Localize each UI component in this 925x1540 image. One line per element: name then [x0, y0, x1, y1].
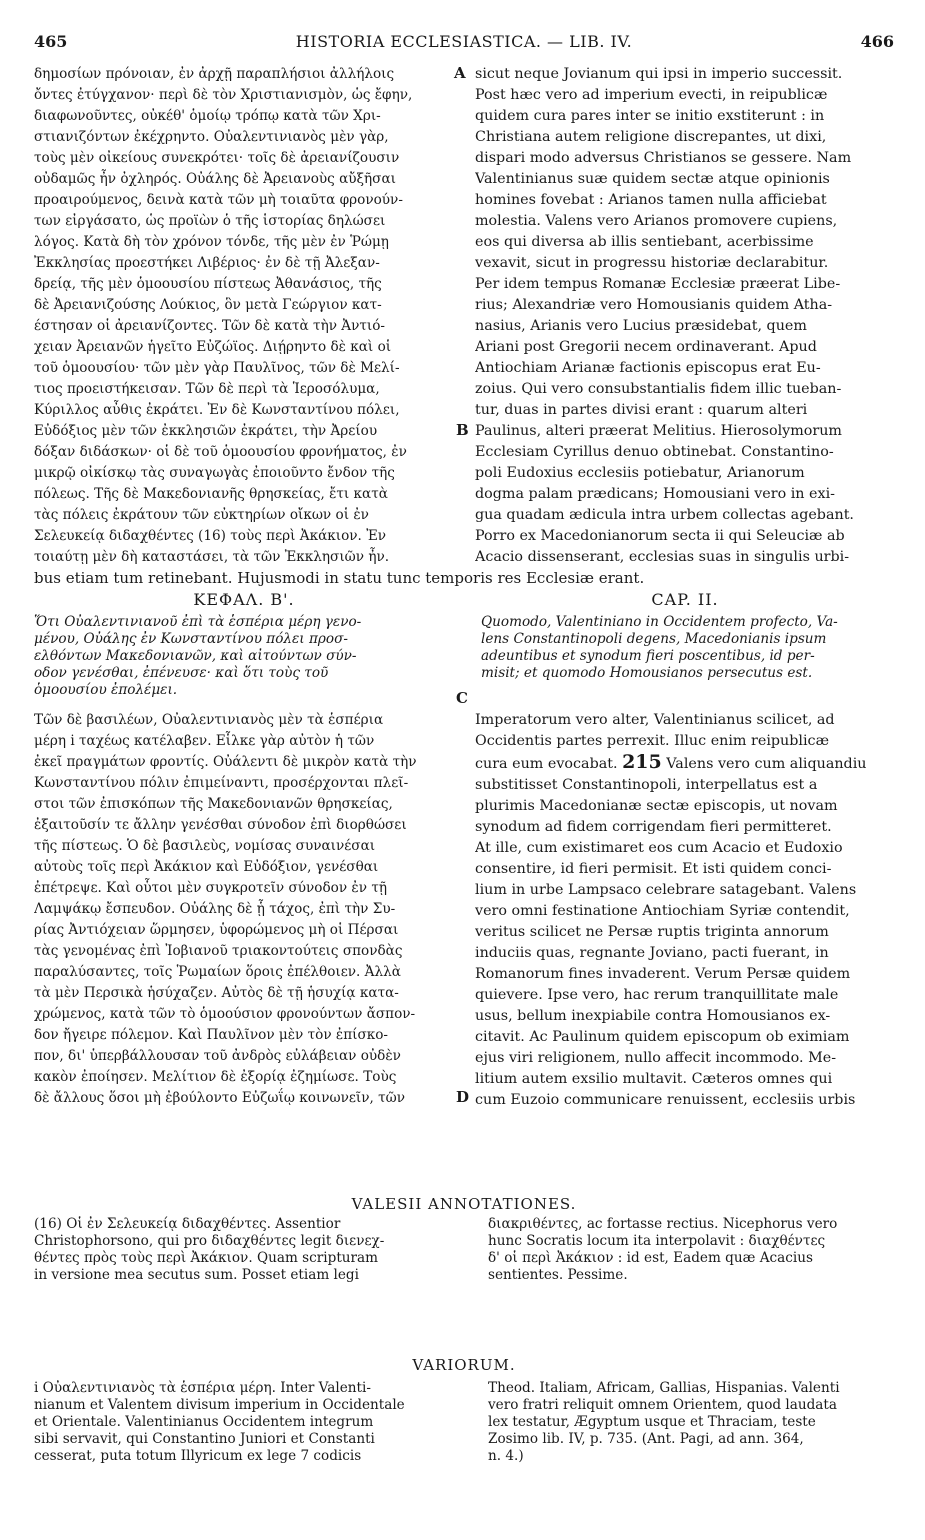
greek-column-top — [34, 64, 456, 568]
note-line: Theod. Italiam, Africam, Gallias, Hispanias. Valenti — [488, 1380, 840, 1396]
latin-line: induciis quas, regnante Joviano, pacti fuerant, in — [475, 945, 829, 961]
greek-line: αὐτοὺς τοῖς περὶ Ἀκάκιον καὶ Εὐδόξιον, γενέσθαι — [34, 859, 379, 875]
note-line: in versione mea secutus sum. Posset etiam legi — [34, 1267, 359, 1283]
latin-line: Christiana autem religione discrepantes, ut dixi, — [475, 129, 827, 145]
greek-line: Σελευκείᾳ διδαχθέντες (16) τοὺς περὶ Ἀκάκιον. Ἐν — [34, 528, 387, 544]
latin-line: Imperatorum vero alter, Valentinianus scilicet, ad — [475, 712, 835, 728]
latin-summary-line: lens Constantinopoli degens, Macedonianis ipsum — [481, 631, 827, 647]
running-header — [34, 32, 894, 58]
latin-line: Post hæc vero ad imperium evecti, in reipublicæ — [475, 87, 828, 103]
greek-line: Λαμψάκῳ ἔσπευδον. Οὐάλης δὲ ᾗ τάχος, ἐπὶ τὴν Συ- — [34, 901, 396, 917]
latin-line: sicut neque Jovianum qui ipsi in imperio successit. — [475, 66, 843, 82]
greek-summary-line: Ὅτι Οὐαλεντινιανοῦ ἐπὶ τὰ ἑσπέρια μέρη γενο- — [34, 614, 362, 630]
latin-line: Ariani post Gregorii necem ordinaverant. Apud — [475, 339, 817, 355]
latin-line: consentire, id fieri permisit. Et isti quidem conci- — [475, 861, 832, 877]
greek-chapter-title: ΚΕΦΑΛ. Β'. — [193, 590, 295, 609]
latin-line: Ecclesiam Cyrillus denuo obtinebat. Constantino- — [475, 444, 834, 460]
margin-mark-d: D — [456, 1088, 470, 1106]
greek-summary-line: οδον γενέσθαι, ἐπένευσε· καὶ ὅτι τοὺς τοῦ — [34, 665, 329, 681]
latin-line: veritus scilicet ne Persæ ruptis triginta annorum — [475, 924, 829, 940]
latin-line: molestia. Valens vero Arianos promovere cupiens, — [475, 213, 838, 229]
latin-column-top — [475, 64, 895, 568]
greek-line: δον ἤγειρε πόλεμον. Καὶ Παυλῖνον μὲν τὸν ἐπίσκο- — [34, 1027, 389, 1043]
variorum-heading: VARIORUM. — [412, 1356, 516, 1374]
latin-line: Antiochiam Arianæ factionis episcopus erat Eu- — [475, 360, 821, 376]
greek-line: ἐκεῖ πραγμάτων φροντίς. Οὐάλεντι δὲ μικρὸν κατὰ τὴν — [34, 754, 417, 770]
latin-line: Porro ex Macedonianorum secta ii qui Seleuciæ ab — [475, 528, 845, 544]
latin-line: citavit. Ac Paulinum quidem episcopum ob eximiam — [475, 1029, 850, 1045]
note-line: et Orientale. Valentinianus Occidentem integrum — [34, 1414, 374, 1430]
latin-line: plurimis Macedonianæ sectæ episcopis, ut novam — [475, 798, 838, 814]
latin-column-bottom — [475, 710, 895, 1111]
greek-line: Κύριλλος αὖθις ἐκράτει. Ἐν δὲ Κωνσταντίνου πόλει, — [34, 402, 400, 418]
latin-line: Acacio dissenserant, ecclesias suas in singulis urbi- — [475, 549, 850, 565]
latin-chapter-title: CAP. II. — [651, 590, 719, 609]
greek-line: των εἰργάσατο, ὡς προϊὼν ὁ τῆς ἱστορίας δηλώσει — [34, 213, 386, 229]
latin-line: litium autem exsilio multavit. Cæteros omnes qui — [475, 1071, 833, 1087]
latin-line: homines fovebat : Arianos tamen nulla afficiebat — [475, 192, 827, 208]
greek-line: δὲ ἄλλους ὅσοι μὴ ἐβούλοντο Εὐζωΐῳ κοινωνεῖν, τῶν — [34, 1090, 406, 1106]
note-line: sentientes. Pessime. — [488, 1267, 628, 1283]
greek-line: πον, δι' ὑπερβάλλουσαν τοῦ ἀνδρὸς εὐλάβειαν οὐδὲν — [34, 1048, 401, 1064]
greek-line: στοι τῶν ἐπισκόπων τῆς Μακεδονιανῶν θρησκείας, — [34, 796, 393, 812]
greek-line: τοὺς μὲν οἰκείους συνεκρότει· τοῖς δὲ ἀρειανίζουσιν — [34, 150, 400, 166]
greek-line: στιανιζόντων ἐκέχρηντο. Οὐαλεντινιανὸς μὲν γὰρ, — [34, 129, 389, 145]
latin-summary-line: adeuntibus et synodum fieri poscentibus, id per- — [481, 648, 815, 664]
latin-line: Occidentis partes perrexit. Illuc enim reipublicæ — [475, 733, 830, 749]
column-number: 215 — [622, 752, 662, 773]
margin-mark-b: B — [456, 421, 469, 439]
latin-line-with-column-number — [475, 752, 895, 775]
latin-line: Valentinianus suæ quidem sectæ atque opinionis — [475, 171, 830, 187]
latin-line: eos qui diversa ab illis sentiebant, acerbissime — [475, 234, 814, 250]
greek-line: τιος προειστήκεισαν. Τῶν δὲ περὶ τὰ Ἱεροσόλυμα, — [34, 381, 380, 397]
latin-line-part: Valens vero cum aliquandiu — [666, 756, 867, 772]
greek-line: δὲ Ἀρειανιζούσης Λούκιος, ὃν μετὰ Γεώργιον κατ- — [34, 297, 382, 313]
valesii-annotations-heading: VALESII ANNOTATIONES. — [351, 1195, 577, 1213]
valesii-notes-left — [34, 1216, 454, 1284]
greek-summary-line: ὁμοουσίου ἐπολέμει. — [34, 682, 178, 698]
latin-summary-line: misit; et quomodo Homousianos persecutus est. — [481, 665, 813, 681]
greek-line: δρείᾳ, τῆς μὲν ὁμοουσίου πίστεως Ἀθανάσιος, τῆς — [34, 276, 382, 292]
note-line: Christophorsono, qui pro διδαχθέντες legit διενεχ- — [34, 1233, 385, 1249]
greek-line: Τῶν δὲ βασιλέων, Οὐαλεντινιανὸς μὲν τὰ ἑσπέρια — [34, 712, 384, 728]
greek-line: πόλεως. Τῆς δὲ Μακεδονιανῆς θρησκείας, ἔτι κατὰ — [34, 486, 388, 502]
latin-chapter-summary — [481, 614, 895, 682]
note-line: hunc Socratis locum ita interpolavit : διαχθέντες — [488, 1233, 826, 1249]
latin-line: lium in urbe Lampsaco celebrare satagebant. Valens — [475, 882, 857, 898]
latin-line: Romanorum fines invaderent. Verum Persæ quidem — [475, 966, 851, 982]
note-line: nianum et Valentem divisum imperium in Occidentale — [34, 1397, 405, 1413]
variorum-notes-right — [488, 1380, 895, 1465]
greek-line: οὐδαμῶς ἦν ὀχληρός. Οὐάλης δὲ Ἀρειανοὺς αὔξῆσαι — [34, 171, 396, 187]
page-number-right: 466 — [860, 32, 894, 51]
greek-line: χειαν Ἀρειανῶν ἡγεῖτο Εὐζώϊος. Διῄρηντο δὲ καὶ οἱ — [34, 339, 392, 355]
greek-line: έστησαν οἱ ἀρειανίζοντες. Τῶν δὲ κατὰ τὴν Ἀντιό- — [34, 318, 386, 334]
greek-column-bottom — [34, 710, 456, 1109]
latin-line: usus, bellum inexpiabile contra Homousianos ex- — [475, 1008, 831, 1024]
latin-line-part: cura eum evocabat. — [475, 756, 618, 772]
latin-line: tur, duas in partes divisi erant : quarum alteri — [475, 402, 808, 418]
note-line: cesserat, puta totum Illyricum ex lege 7 codicis — [34, 1448, 362, 1464]
latin-line: substitisset Constantinopoli, interpellatus est a — [475, 777, 818, 793]
page-number-left: 465 — [34, 32, 68, 51]
greek-line: διαφωνοῦντες, οὐκέθ' ὁμοίῳ τρόπῳ κατὰ τῶν Χρι- — [34, 108, 381, 124]
latin-continuation-line: bus etiam tum retinebant. Hujusmodi in statu tunc temporis res Ecclesiæ erant. — [34, 569, 645, 587]
note-line: i Οὐαλεντινιανὸς τὰ ἑσπέρια μέρη. Inter Valenti- — [34, 1380, 371, 1396]
latin-line: Per idem tempus Romanæ Ecclesiæ præerat Libe- — [475, 276, 841, 292]
greek-line: Κωνσταντίνου πόλιν ἐπιμείναντι, προσέρχονται πλεῖ- — [34, 775, 409, 791]
greek-line: Εὐδόξιος μὲν τῶν ἐκκλησιῶν ἐκράτει, τὴν Ἀρείου — [34, 423, 378, 439]
greek-line: κακὸν ἐποίησεν. Μελίτιον δὲ ἐξορίᾳ ἐζημίωσε. Τοὺς — [34, 1069, 397, 1085]
latin-line: ejus viri religionem, nullo affecit incommodo. Me- — [475, 1050, 837, 1066]
note-line: (16) Οἱ ἐν Σελευκείᾳ διδαχθέντες. Assentior — [34, 1216, 341, 1232]
latin-line: rius; Alexandriæ vero Homousianis quidem Atha- — [475, 297, 833, 313]
greek-line: τὰς γενομένας ἐπὶ Ἰοβιανοῦ τριακοντούτεις σπονδὰς — [34, 943, 403, 959]
note-line: θέντες πρὸς τοὺς περὶ Ἀκάκιον. Quam scripturam — [34, 1250, 379, 1266]
note-line: vero fratri reliquit omnem Orientem, quod laudata — [488, 1397, 837, 1413]
greek-line: λόγος. Κατὰ δὴ τὸν χρόνον τόνδε, τῆς μὲν ἐν Ῥώμῃ — [34, 234, 389, 250]
running-title: HISTORIA ECCLESIASTICA. — LIB. IV. — [295, 32, 633, 51]
latin-line: synodum ad fidem corrigendam fieri permitteret. — [475, 819, 832, 835]
greek-line: προαιρούμενος, δεινὰ κατὰ τῶν μὴ τοιαῦτα φρονούν- — [34, 192, 403, 208]
note-line: δ' οἱ περὶ Ἀκάκιον : id est, Eadem quæ Acacius — [488, 1250, 813, 1266]
greek-line: τοῦ ὁμοουσίου· τῶν μὲν γὰρ Παυλῖνος, τῶν δὲ Μελί- — [34, 360, 400, 376]
latin-line: quievere. Ipse vero, hac rerum tranquillitate male — [475, 987, 839, 1003]
note-line: n. 4.) — [488, 1448, 524, 1464]
greek-line: τῆς πίστεως. Ὁ δὲ βασιλεὺς, νομίσας συναινέσαι — [34, 838, 376, 854]
greek-summary-line: ελθόντων Μακεδονιανῶν, καὶ αἰτούντων σύν- — [34, 648, 357, 664]
greek-line: μικρῷ οἰκίσκῳ τὰς συναγωγὰς ἐποιοῦντο ἔνδον τῆς — [34, 465, 395, 481]
latin-line: dogma palam prædicans; Homousiani vero in exi- — [475, 486, 835, 502]
note-line: lex testatur, Ægyptum usque et Thraciam, teste — [488, 1414, 816, 1430]
latin-line: quidem cura pares inter se initio exstiterunt : in — [475, 108, 825, 124]
greek-line: μέρη i ταχέως κατέλαβεν. Εἷλκε γὰρ αὐτὸν ἡ τῶν — [34, 733, 375, 749]
latin-line: cum Euzoio communicare renuissent, ecclesiis urbis — [475, 1092, 856, 1108]
note-line: sibi servavit, qui Constantino Juniori et Constanti — [34, 1431, 375, 1447]
greek-line: ὄντες ἐτύγχανον· περὶ δὲ τὸν Χριστιανισμὸν, ὡς ἔφην, — [34, 87, 413, 103]
latin-line: nasius, Arianis vero Lucius præsidebat, quem — [475, 318, 807, 334]
latin-line: zoius. Qui vero consubstantialis fidem illic tueban- — [475, 381, 842, 397]
valesii-notes-right — [488, 1216, 895, 1284]
latin-line: gua quadam ædicula intra urbem collectas agebant. — [475, 507, 854, 523]
margin-mark-c: C — [456, 689, 468, 707]
greek-line: χρώμενος, κατὰ τῶν τὸ ὁμοούσιον φρονούντων ἄσπον- — [34, 1006, 416, 1022]
note-line: διακριθέντες, ac fortasse rectius. Nicephorus vero — [488, 1216, 838, 1232]
latin-summary-line: Quomodo, Valentiniano in Occidentem profecto, Va- — [481, 614, 838, 630]
latin-line: At ille, cum existimaret eos cum Acacio et Eudoxio — [475, 840, 843, 856]
greek-line: δημοσίων πρόνοιαν, ἐν ἀρχῇ παραπλήσιοι ἀλλήλοις — [34, 66, 395, 82]
latin-line: Paulinus, alteri præerat Melitius. Hierosolymorum — [475, 423, 842, 439]
latin-line: vero omni festinatione Antiochiam Syriæ contendit, — [475, 903, 850, 919]
latin-line: dispari modo adversus Christianos se gessere. Nam — [475, 150, 852, 166]
greek-chapter-summary — [34, 614, 454, 699]
margin-mark-a: A — [454, 64, 466, 82]
greek-line: Ἐκκλησίας προεστήκει Λιβέριος· ἐν δὲ τῇ Ἀλεξαν- — [34, 255, 380, 271]
greek-line: ἐξαιτοῦσίν τε ἄλλην γενέσθαι σύνοδον ἐπὶ διορθώσει — [34, 817, 407, 833]
variorum-notes-left — [34, 1380, 454, 1465]
greek-line: τοιαύτῃ μὲν δὴ καταστάσει, τὰ τῶν Ἐκκλησιῶν ἦν. — [34, 549, 390, 565]
greek-summary-line: μένου, Οὐάλης ἐν Κωνσταντίνου πόλει προσ- — [34, 631, 348, 647]
latin-line: vexavit, sicut in progressu historiæ declarabitur. — [475, 255, 829, 271]
greek-line: ἐπέτρεψε. Καὶ οὗτοι μὲν συγκροτεῖν σύνοδον ἐν τῇ — [34, 880, 387, 896]
latin-line: poli Eudoxius ecclesiis potiebatur, Arianorum — [475, 465, 805, 481]
note-line: Zosimo lib. IV, p. 735. (Ant. Pagi, ad ann. 364, — [488, 1431, 804, 1447]
greek-line: τὰς πόλεις ἐκράτουν τῶν εὐκτηρίων οἴκων οἱ ἐν — [34, 507, 369, 523]
greek-line: δόξαν διδάσκων· οἱ δὲ τοῦ ὁμοουσίου φρονήματος, ἐν — [34, 444, 407, 460]
greek-line: παραλύσαντες, τοῖς Ῥωμαίων ὅροις ἐπέλθοιεν. Ἀλλὰ — [34, 964, 401, 980]
greek-line: ρίας Ἀντιόχειαν ὥρμησεν, ὑφορώμενος μὴ οἱ Πέρσαι — [34, 922, 399, 938]
greek-line: τὰ μὲν Περσικὰ ἡσύχαζεν. Αὐτὸς δὲ τῇ ἡσυχίᾳ κατα- — [34, 985, 399, 1001]
